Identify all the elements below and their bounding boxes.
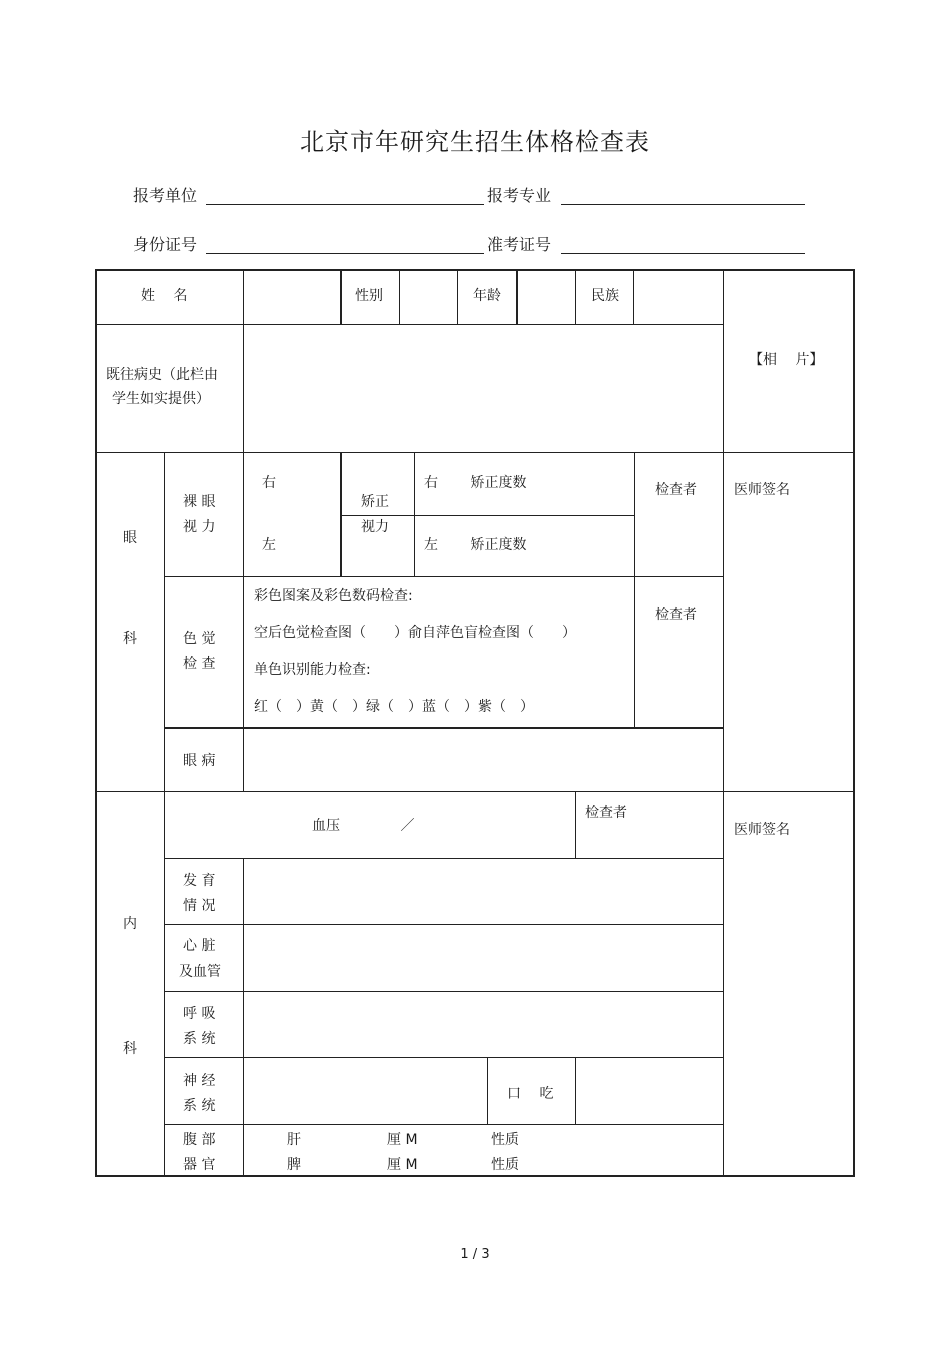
rule [457,271,458,324]
abdomen-label: 器 官 [183,1157,216,1173]
rule [164,727,723,729]
rule [243,271,244,452]
abdomen-label: 腹 部 [183,1132,216,1148]
examiner-label: 检查者 [655,607,697,623]
corrected-vision-label: 视力 [361,519,389,535]
blood-pressure-label: 血压 ／ [312,818,415,834]
eye-dept-label: 眼 [123,530,137,546]
eye-disease-label: 眼 病 [183,753,216,769]
development-label: 情 况 [183,898,216,914]
corrected-left-label: 左 矫正度数 [424,537,527,553]
rule [487,1057,488,1124]
corrected-right-label: 右 矫正度数 [424,475,527,491]
heart-label: 及血管 [179,964,221,980]
rule [243,858,244,1177]
respiratory-label: 系 统 [183,1031,216,1047]
rule [164,858,723,859]
rule [97,452,855,453]
photo-placeholder: 【相 片】 [749,352,824,368]
history-label: 既往病史（此栏由 [106,367,218,383]
rule [575,791,576,858]
header-fields [0,0,950,260]
gender-label: 性别 [355,288,383,304]
history-label: 学生如实提供） [112,391,210,407]
rule [399,271,400,324]
nature-label: 性质 [491,1132,519,1148]
liver-label: 肝 [287,1132,301,1148]
left-eye-label: 左 [262,537,276,553]
doctor-sign-label: 医师签名 [734,482,790,498]
internal-dept-label: 内 [123,916,137,932]
unit-field[interactable] [206,183,484,205]
name-label: 姓 名 [141,288,188,304]
color-test-text: 彩色图案及彩色数码检查: [254,588,413,604]
internal-dept-label: 科 [123,1041,137,1057]
rule [97,324,723,325]
color-test-text: 单色识别能力检查: [254,662,371,678]
nervous-label: 神 经 [183,1073,216,1089]
exam-form-table [95,269,855,1177]
rule [516,271,518,324]
naked-vision-label: 裸 眼 [183,494,216,510]
rule [164,991,723,992]
ethnicity-label: 民族 [591,288,619,304]
rule [634,452,635,727]
naked-vision-label: 视 力 [183,519,216,535]
cm-label: 厘 M [387,1132,418,1148]
rule [164,452,165,1177]
respiratory-label: 呼 吸 [183,1006,216,1022]
rule [164,1057,723,1058]
rule [164,924,723,925]
corrected-vision-label: 矫正 [361,494,389,510]
rule [340,271,342,324]
exam-no-label: 准考证号 [487,235,552,254]
eye-dept-label: 科 [123,631,137,647]
page-title: 北京市年研究生招生体格检查表 [300,128,650,156]
color-vision-label: 检 查 [183,656,216,672]
rule [340,452,342,576]
rule [414,515,634,516]
nervous-label: 系 统 [183,1098,216,1114]
development-label: 发 育 [183,873,216,889]
rule [164,576,723,577]
rule [633,271,634,324]
rule [97,791,855,792]
age-label: 年龄 [473,288,501,304]
color-vision-label: 色 觉 [183,631,216,647]
id-label: 身份证号 [133,235,198,254]
spleen-label: 脾 [287,1157,301,1173]
color-test-text: 空后色觉检查图（ ）俞自萍色盲检查图（ ） [254,625,576,641]
id-field[interactable] [206,232,484,254]
rule [575,271,576,324]
cm-label: 厘 M [387,1157,418,1173]
heart-label: 心 脏 [183,938,216,954]
major-field[interactable] [561,183,805,205]
stutter-label: 口 吃 [507,1086,554,1102]
exam-no-field[interactable] [561,232,805,254]
rule [164,1124,723,1125]
examiner-label: 检查者 [655,482,697,498]
rule [414,452,415,576]
nature-label: 性质 [491,1157,519,1173]
examiner-label: 检查者 [585,805,627,821]
right-eye-label: 右 [262,475,276,491]
unit-label: 报考单位 [133,186,198,205]
color-test-text: 红（ ）黄（ ）绿（ ）蓝（ ）紫（ ） [254,699,534,715]
doctor-sign-label: 医师签名 [734,822,790,838]
major-label: 报考专业 [487,186,552,205]
rule [575,1057,576,1124]
rule [243,452,244,791]
rule [723,271,724,1177]
page-number: 1 / 3 [460,1247,490,1262]
